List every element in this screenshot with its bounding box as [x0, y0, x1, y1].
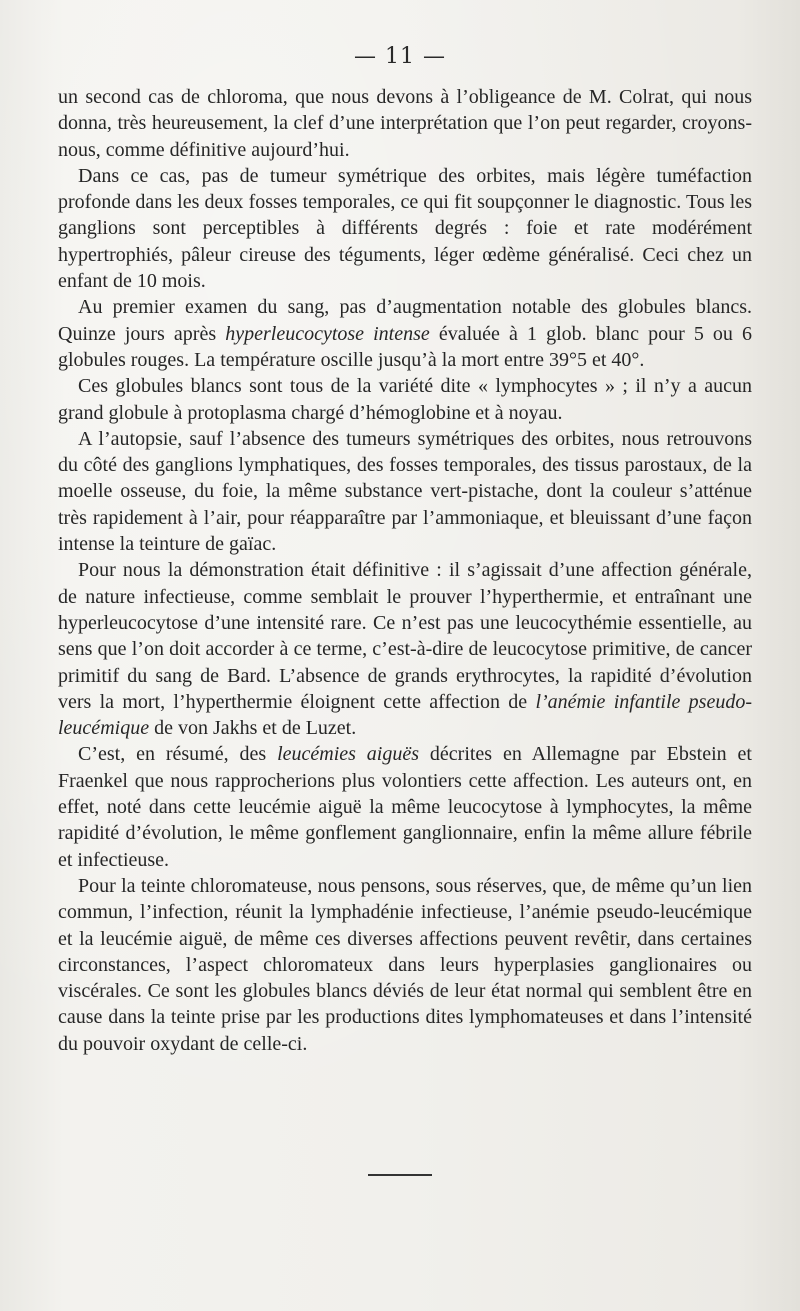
page-number: — 11 — [354, 44, 446, 69]
paragraph-8 [58, 873, 752, 1057]
paragraph-5-text: A l’autopsie, sauf l’absence des tumeurs symétriques des orbites, nous retrouvons du côté des ganglions lymphatiques, des fosses temporales, des tissus parostaux, de la moelle osseuse, du foie, la même substance vert-pistache, dont la couleur s’atténue très rapidement à l’air, pour réapparaître par l’ammoniaque, et bleuissant d’une façon intense la teinture de gaïac. [58, 427, 752, 556]
paragraph-2-text: Dans ce cas, pas de tumeur symétrique des orbites, mais légère tuméfaction profonde dans les deux fosses temporales, ce qui fit soupçonner le diagnostic. Tous les ganglions sont perceptibles à différents degrés : foie et rate modérément hypertrophiés, pâleur cireuse des téguments, léger œdème généralisé. Ceci chez un enfant de 10 mois. [58, 164, 752, 293]
body-text [58, 84, 752, 1057]
paragraph-6-text-b: de von Jakhs et de Luzet. [149, 717, 357, 740]
paragraph-7 [58, 741, 752, 872]
paragraph-5 [58, 426, 752, 557]
end-rule-divider [368, 1174, 432, 1176]
paragraph-3-italic: hyperleucocytose intense [225, 322, 430, 345]
paragraph-8-text: Pour la teinte chloromateuse, nous pensons, sous réserves, que, de même qu’un lien commun, l’infection, réunit la lymphadénie infectieuse, l’anémie pseudo-leucémique et la leucémie aiguë, de même ces diverses affections peuvent revêtir, dans certaines circonstances, l’aspect chloromateux dans leurs hyperplasies ganglionaires ou viscérales. Ce sont les globules blancs déviés de leur état normal qui semblent être en cause dans la teinte prise par les productions dites lymphomateuses et dans l’intensité du pouvoir oxydant de celle-ci. [58, 874, 752, 1055]
paragraph-6-italic: l’anémie infantile pseudo-leucémique [58, 690, 752, 740]
paragraph-1 [58, 84, 752, 163]
paragraph-4-text: Ces globules blancs sont tous de la variété dite « lymphocytes » ; il n’y a aucun grand globule à protoplasma chargé d’hémoglobine et à noyau. [58, 375, 752, 424]
paragraph-2 [58, 163, 752, 294]
paragraph-4 [58, 373, 752, 426]
paragraph-7-italic: leucémies aiguës [277, 743, 420, 766]
paragraph-3-text-b: évaluée à 1 glob. blanc pour 5 ou 6 globules rouges. La température oscille jusqu’à la mort entre 39°5 et 40°. [58, 322, 753, 371]
paragraph-1-text: un second cas de chloroma, que nous devons à l’obligeance de M. Colrat, qui nous donna, très heureusement, la clef d’une interprétation que l’on peut regarder, croyons-nous, comme définitive aujourd’hui. [58, 86, 752, 161]
paragraph-3-text-a: Au premier examen du sang, pas d’augmentation notable des globules blancs. Quinze jours après [58, 296, 752, 345]
paragraph-6-text-a: Pour nous la démonstration était définitive : il s’agissait d’une affection générale, de nature infectieuse, comme semblait le prouver l’hyperthermie, et entraînant une hyperleucocytose d’une intensité rare. Ce n’est pas une leucocythémie essentielle, au sens que l’on doit accorder à ce terme, c’est-à-dire de leucocytose primitive, de cancer primitif du sang de Bard. L’absence de grands erythrocytes, la rapidité d’évolution vers la mort, l’hyperthermie éloignent cette affection de [58, 559, 752, 713]
paragraph-7-text-a: C’est, en résumé, des [78, 743, 278, 766]
paragraph-7-text-b: décrites en Allemagne par Ebstein et Fraenkel que nous rapprocherions plus volontiers cette affection. Les auteurs ont, en effet, noté dans cette leucémie aiguë la même leucocytose à lymphocytes, la même rapidité d’évolution, le même gonflement ganglionnaire, enfin la même allure fébrile et infectieuse. [58, 743, 752, 871]
paragraph-3 [58, 294, 752, 373]
paragraph-6 [58, 557, 752, 741]
